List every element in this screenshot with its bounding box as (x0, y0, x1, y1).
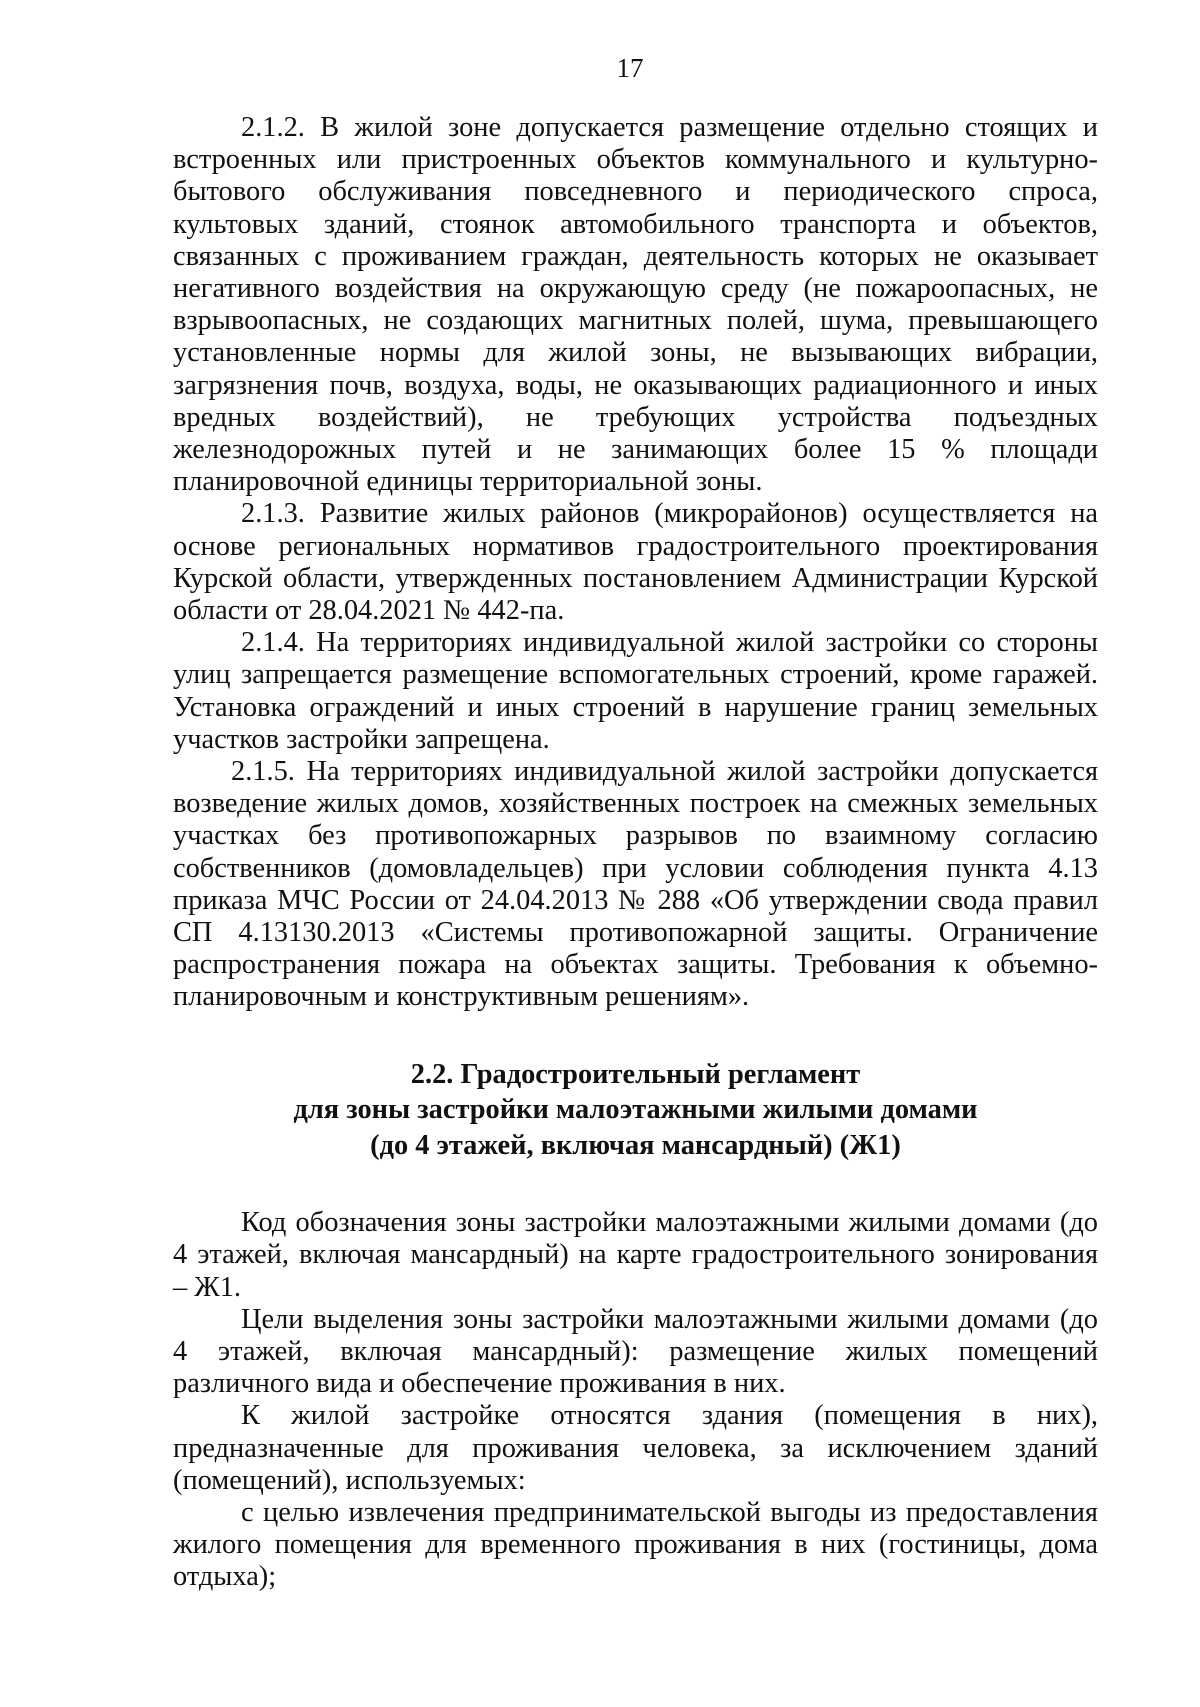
paragraph-2-1-5: 2.1.5. На территориях индивидуальной жилой застройки допускается возведение жилых домов, хозяйственных построек на смежных земельных участках без противопожарных разрывов по взаимному согласию собственников (домовладельцев) при условии соблюдения пункта 4.13 приказа МЧС России от 24.04.2013 № 288 «Об утверждении свода правил СП 4.13130.2013 «Системы противопожарной защиты. Ограничение распространения пожара на объектах защиты. Требования к объемно-планировочным и конструктивным решениям». (173, 756, 1098, 1013)
paragraph-exclusion-item: с целью извлечения предпринимательской выгоды из предоставления жилого помещения для временного проживания в них (гостиницы, дома отдыха); (173, 1497, 1098, 1593)
section-heading-line-1: 2.2. Градостроительный регламент (410, 1058, 861, 1090)
page-number: 17 (616, 53, 644, 83)
section-heading-2-2 (173, 1057, 1098, 1164)
paragraph-zone-goals: Цели выделения зоны застройки малоэтажными жилыми домами (до 4 этажей, включая мансардный): размещение жилых помещений различного вида и обеспечение проживания в них. (173, 1303, 1098, 1400)
paragraph-2-1-4: 2.1.4. На территориях индивидуальной жилой застройки со стороны улиц запрещается размещение вспомогательных строений, кроме гаражей. Установка ограждений и иных строений в нарушение границ земельных участков застройки запрещена. (173, 627, 1098, 755)
paragraph-residential-definition: К жилой застройке относятся здания (помещения в них), предназначенные для проживания человека, за исключением зданий (помещений), используемых: (173, 1400, 1098, 1496)
section-heading-line-3: (до 4 этажей, включая мансардный) (Ж1) (370, 1129, 901, 1161)
section-heading-line-2: для зоны застройки малоэтажными жилыми домами (293, 1094, 978, 1126)
paragraph-2-1-2: 2.1.2. В жилой зоне допускается размещение отдельно стоящих и встроенных или пристроенных объектов коммунального и культурно-бытового обслуживания повседневного и периодического спроса, культовых зданий, стоянок автомобильного транспорта и объектов, связанных с проживанием граждан, деятельность которых не оказывает негативного воздействия на окружающую среду (не пожароопасных, не взрывоопасных, не создающих магнитных полей, шума, превышающего установленные нормы для жилой зоны, не вызывающих вибрации, загрязнения почв, воздуха, воды, не оказывающих радиационного и иных вредных воздействий), не требующих устройства подъездных железнодорожных путей и не занимающих более 15 % площади планировочной единицы территориальной зоны. (173, 112, 1098, 498)
paragraph-2-1-3: 2.1.3. Развитие жилых районов (микрорайонов) осуществляется на основе региональных нормативов градостроительного проектирования Курской области, утвержденных постановлением Администрации Курской области от 28.04.2021 № 442-па. (173, 498, 1098, 627)
paragraph-zone-code: Код обозначения зоны застройки малоэтажными жилыми домами (до 4 этажей, включая мансардный) на карте градостроительного зонирования – Ж1. (173, 1207, 1098, 1303)
document-body (173, 112, 1098, 1594)
